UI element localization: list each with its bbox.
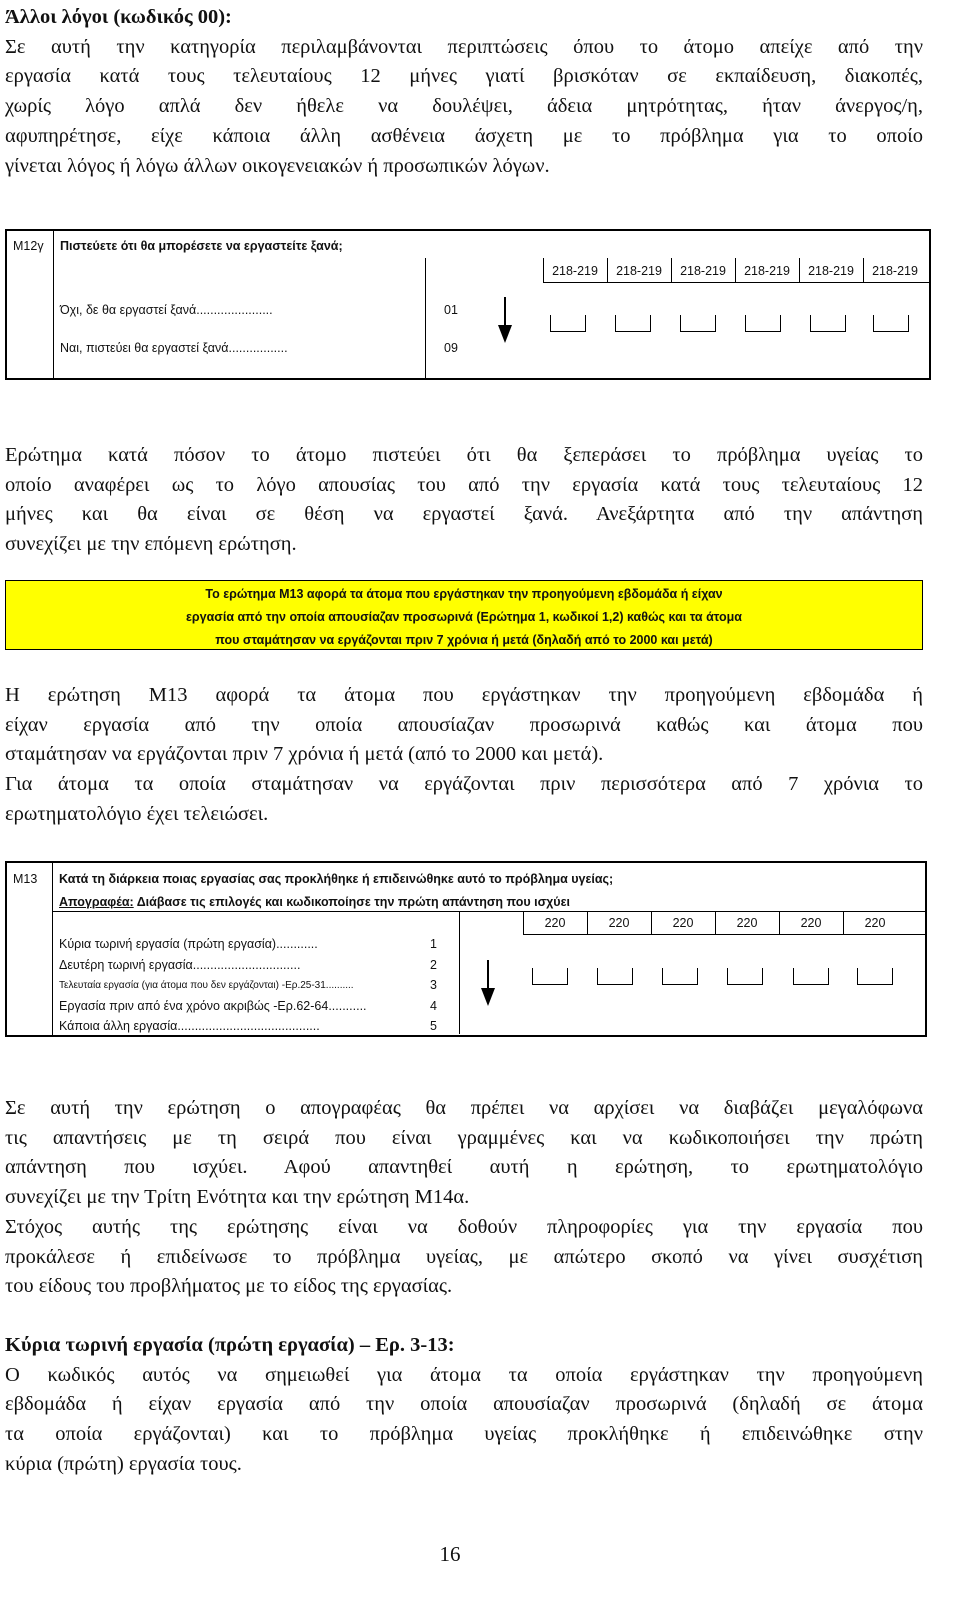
note-box-m13 xyxy=(5,580,923,650)
text-line: Ο κωδικός αυτός να σημειωθεί για άτομα τα οποία εργάστηκαν την προηγούμενη xyxy=(5,1363,923,1386)
text-line: χωρίς λόγο απλά δεν ήθελε να δουλέψει, άδεια μητρότητας, ήταν άνεργος/η, xyxy=(5,95,923,118)
question-box-m12 xyxy=(5,229,931,380)
code-entry-box[interactable] xyxy=(793,968,829,985)
code-entry-box[interactable] xyxy=(550,315,586,332)
question-code: Μ13 xyxy=(13,872,38,886)
text-line: Για άτομα τα οποία σταμάτησαν να εργάζονται πριν περισσότερα από 7 χρόνια το xyxy=(5,773,923,796)
column-header: 220 xyxy=(544,916,566,930)
text-line: προκάλεσε ή επιδείνωσε το πρόβλημα υγείας, με απώτερο σκοπό να γίνει συσχέτιση xyxy=(5,1245,923,1268)
text-line: του είδους του προβλήματος με το είδος της εργασίας. xyxy=(5,1275,453,1298)
code-entry-box[interactable] xyxy=(532,968,568,985)
column-header: 218-219 xyxy=(744,264,790,278)
question-text: Κατά τη διάρκεια ποιας εργασίας σας προκλήθηκε ή επιδεινώθηκε αυτό το πρόβλημα υγείας; xyxy=(59,872,614,886)
answer-code: 3 xyxy=(430,978,437,992)
column-header: 218-219 xyxy=(616,264,662,278)
note-line: που σταμάτησαν να εργάζονται πριν 7 χρόνια ή μετά (δηλαδή από το 2000 και μετά) xyxy=(215,633,713,647)
text-line: Η ερώτηση Μ13 αφορά τα άτομα που εργάστηκαν την προηγούμενη εβδομάδα ή xyxy=(5,684,923,706)
code-entry-box[interactable] xyxy=(615,315,651,332)
code-entry-box[interactable] xyxy=(745,315,781,332)
note-line: εργασία από την οποία απουσίαζαν προσωρινά (Ερώτημα 1, κωδικοί 1,2) καθώς και τα άτομα xyxy=(186,610,742,624)
text-line: Σε αυτή την κατηγορία περιλαμβάνονται περιπτώσεις όπου το άτομο απείχε από την xyxy=(5,35,923,58)
question-code: Μ12γ xyxy=(13,239,44,253)
text-line: εβδομάδα ή είχαν εργασία από την οποία απουσίαζαν προσωρινά (δηλαδή σε άτομα xyxy=(5,1393,923,1416)
answer-option: Όχι, δε θα εργαστεί ξανά...................... xyxy=(60,303,273,317)
text-line: αφυπηρέτησε, είχε κάποια άλλη ασθένεια άσχετη με το πρόβλημα για το οποίο xyxy=(5,124,923,147)
code-entry-box[interactable] xyxy=(680,315,716,332)
column-header: 220 xyxy=(672,916,694,930)
column-header: 218-219 xyxy=(808,264,854,278)
code-entry-box[interactable] xyxy=(873,315,909,332)
text-line: κύρια (πρώτη) εργασία τους. xyxy=(5,1452,242,1475)
text-line: τις απαντήσεις με τη σειρά που είναι γραμμένες και να κωδικοποιήσει την πρώτη xyxy=(5,1126,923,1149)
column-header: 220 xyxy=(736,916,758,930)
question-box-m13 xyxy=(5,861,927,1037)
column-header: 220 xyxy=(864,916,886,930)
section-m13-instructions xyxy=(5,1094,923,1302)
answer-code: 5 xyxy=(430,1019,437,1033)
code-entry-box[interactable] xyxy=(810,315,846,332)
answer-option: Εργασία πριν από ένα χρόνο ακριβώς -Ερ.62-64........... xyxy=(59,999,367,1013)
text-line: μήνες και θα είναι σε θέση να εργαστεί ξανά. Ανεξάρτητα από την απάντηση xyxy=(5,503,923,526)
column-header: 218-219 xyxy=(680,264,726,278)
answer-code: 4 xyxy=(430,999,437,1013)
code-entry-box[interactable] xyxy=(857,968,893,985)
code-entry-box[interactable] xyxy=(727,968,763,985)
text-line: τα οποία εργάζονται) και το πρόβλημα υγείας προκλήθηκε ή επιδεινώθηκε στην xyxy=(5,1423,923,1446)
page-number: 16 xyxy=(439,1542,461,1566)
text-line: γίνεται λόγος ή λόγω άλλων οικογενειακών ή προσωπικών λόγων. xyxy=(5,154,550,177)
answer-code: 09 xyxy=(444,341,458,355)
answer-option: Τελευταία εργασία (για άτομα που δεν εργάζονται) -Ερ.25-31.......... xyxy=(59,980,354,991)
text-line: εργασία κατά τους τελευταίους 12 μήνες γιατί βρισκόταν σε εκπαίδευση, διακοπές, xyxy=(5,65,923,88)
code-entry-box[interactable] xyxy=(597,968,633,985)
code-entry-box[interactable] xyxy=(662,968,698,985)
arrow-down-icon xyxy=(497,297,513,345)
note-line: Το ερώτημα Μ13 αφορά τα άτομα που εργάστηκαν την προηγούμενη εβδομάδα ή είχαν xyxy=(205,587,723,601)
section-main-job xyxy=(5,1331,923,1480)
instruction-text: Απογραφέα: Διάβασε τις επιλογές και κωδικοποίησε την πρώτη απάντηση που ισχύει xyxy=(59,895,570,909)
text-line: Στόχος αυτής της ερώτησης είναι να δοθούν πληροφορίες για την εργασία που xyxy=(5,1215,923,1238)
text-line: οποίο αναφέρει ως το λόγο απουσίας του από την εργασία κατά τους τελευταίους 12 xyxy=(5,473,923,496)
section-m12-explanation xyxy=(5,441,923,560)
column-header: 218-219 xyxy=(872,264,918,278)
answer-option: Δευτέρη τωρινή εργασία............................... xyxy=(59,958,301,972)
text-line: Σε αυτή την ερώτηση ο απογραφέας θα πρέπει να αρχίσει να διαβάζει μεγαλόφωνα xyxy=(5,1097,923,1119)
column-header: 220 xyxy=(608,916,630,930)
text-line: είχαν εργασία από την οποία απουσίαζαν προσωρινά καθώς και άτομα που xyxy=(5,713,923,736)
answer-code: 1 xyxy=(430,937,437,951)
column-header: 218-219 xyxy=(552,264,598,278)
question-text: Πιστεύετε ότι θα μπορέσετε να εργαστείτε ξανά; xyxy=(60,239,343,253)
text-line: απάντηση που ισχύει. Αφού απαντηθεί αυτή η ερώτηση, το ερωτηματολόγιο xyxy=(5,1156,923,1179)
section-heading: Άλλοι λόγοι (κωδικός 00): xyxy=(5,6,232,28)
column-header: 220 xyxy=(800,916,822,930)
text-line: συνεχίζει με την επόμενη ερώτηση. xyxy=(5,533,297,556)
answer-code: 01 xyxy=(444,303,458,317)
section-other-reasons xyxy=(5,3,923,181)
text-line: Ερώτημα κατά πόσον το άτομο πιστεύει ότι θα ξεπεράσει το πρόβλημα υγείας το xyxy=(5,444,923,466)
answer-option: Κάποια άλλη εργασία......................................... xyxy=(59,1019,320,1033)
text-line: συνεχίζει με την Τρίτη Ενότητα και την ερώτηση Μ14α. xyxy=(5,1186,470,1209)
answer-option: Ναι, πιστεύει θα εργαστεί ξανά................. xyxy=(60,341,288,355)
text-line: σταμάτησαν να εργάζονται πριν 7 χρόνια ή μετά (από το 2000 και μετά). xyxy=(5,743,604,766)
section-heading: Κύρια τωρινή εργασία (πρώτη εργασία) – Ερ. 3-13: xyxy=(5,1334,455,1356)
arrow-down-icon xyxy=(480,960,496,1008)
answer-code: 2 xyxy=(430,958,437,972)
text-line: ερωτηματολόγιο έχει τελειώσει. xyxy=(5,802,269,825)
answer-option: Κύρια τωρινή εργασία (πρώτη εργασία)............ xyxy=(59,937,318,951)
section-m13-scope xyxy=(5,681,923,830)
